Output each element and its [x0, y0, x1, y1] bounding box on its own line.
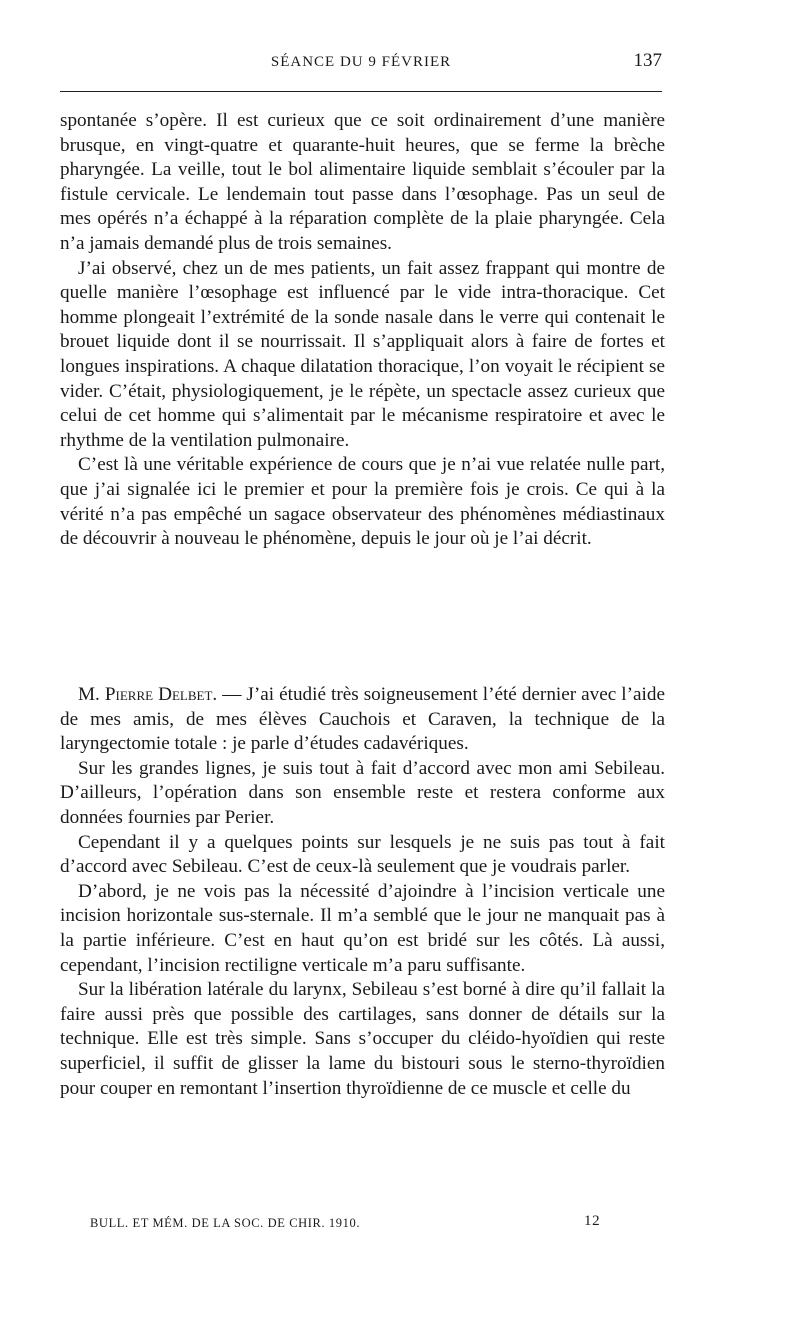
paragraph: Cependant il y a quelques points sur lesquels je ne suis pas tout à fait d’accord avec Sebileau. C’est de ceux-là seulement que je voudrais parler. [60, 831, 665, 878]
paragraph-text: — J’ai étudié très soigneusement l’été dernier avec l’aide de mes amis, de mes élèves Cauchois et Caraven, la technique de la laryngectomie totale : je parle d’études cadavériques. [60, 684, 665, 755]
paragraph: C’est là une véritable expérience de cours que je n’ai vue relatée nulle part, que j’ai signalée ici le premier et pour la première fois je crois. Ce qui à la vérité n’a pas empêché un sagace observateur des phénomènes médiastinaux de découvrir à nouveau le phénomène, depuis le jour où je l’ai décrit. [60, 454, 665, 550]
header-rule [60, 91, 662, 92]
paragraph: D’abord, je ne vois pas la nécessité d’ajoindre à l’incision verticale une incision horizontale sus-sternale. Il m’a semblé que le jour ne manquait pas à la partie inférieure. C’est en haut qu’on est bridé sur les côtés. Là aussi, cependant, l’incision rectiligne verticale m’a paru suffisante. [60, 880, 665, 976]
paragraph: J’ai observé, chez un de mes patients, un fait assez frappant qui montre de quelle manière l’œsophage est influencé par le vide intra-thoracique. Cet homme plongeait l’extrémité de la sonde nasale dans le verre qui contenait le brouet liquide dont il se nourrissait. Il s’appliquait alors à faire de fortes et longues inspirations. A chaque dilatation thoracique, l’on voyait le récipient se vider. C’était, physiologiquement, je le répète, un spectacle assez curieux que celui de cet homme qui s’alimentait par le mécanisme respiratoire et avec le rhythme de la ventilation pulmonaire. [60, 257, 665, 451]
page-footer [60, 1213, 665, 1233]
page-number: 137 [633, 50, 662, 71]
speaker-name: M. Pierre Delbet. [78, 684, 218, 705]
section-continuation [60, 109, 665, 552]
paragraph: Sur les grandes lignes, je suis tout à fait d’accord avec mon ami Sebileau. D’ailleurs, l’opération dans son ensemble reste et restera conforme aux données fournies par Perier. [60, 757, 665, 828]
signature-mark: 12 [584, 1213, 601, 1229]
paragraph [60, 683, 665, 757]
paragraph: spontanée s’opère. Il est curieux que ce soit ordinairement d’une manière brusque, en vingt-quatre et quarante-huit heures, que se ferme la brèche pharyngée. La veille, tout le bol alimentaire liquide semblait s’écouler par la fistule cervicale. Le lendemain tout passe dans l’œsophage. Pas un seul de mes opérés n’a échappé à la réparation complète de la plaie pharyngée. Cela n’a jamais demandé plus de trois semaines. [60, 110, 665, 254]
journal-reference: BULL. ET MÉM. DE LA SOC. DE CHIR. 1910. [90, 1216, 361, 1230]
section-delbet [60, 683, 665, 1101]
page-header [60, 50, 662, 80]
running-title: SÉANCE DU 9 FÉVRIER [270, 54, 452, 70]
paragraph: Sur la libération latérale du larynx, Sebileau s’est borné à dire qu’il fallait la faire aussi près que possible des cartilages, sans donner de détails sur la technique. Elle est très simple. Sans s’occuper du cléido-hyoïdien qui reste superficiel, il suffit de glisser la lame du bistouri sous le sterno-thyroïdien pour couper en remontant l’insertion thyroïdienne de ce muscle et celle du [60, 979, 665, 1099]
